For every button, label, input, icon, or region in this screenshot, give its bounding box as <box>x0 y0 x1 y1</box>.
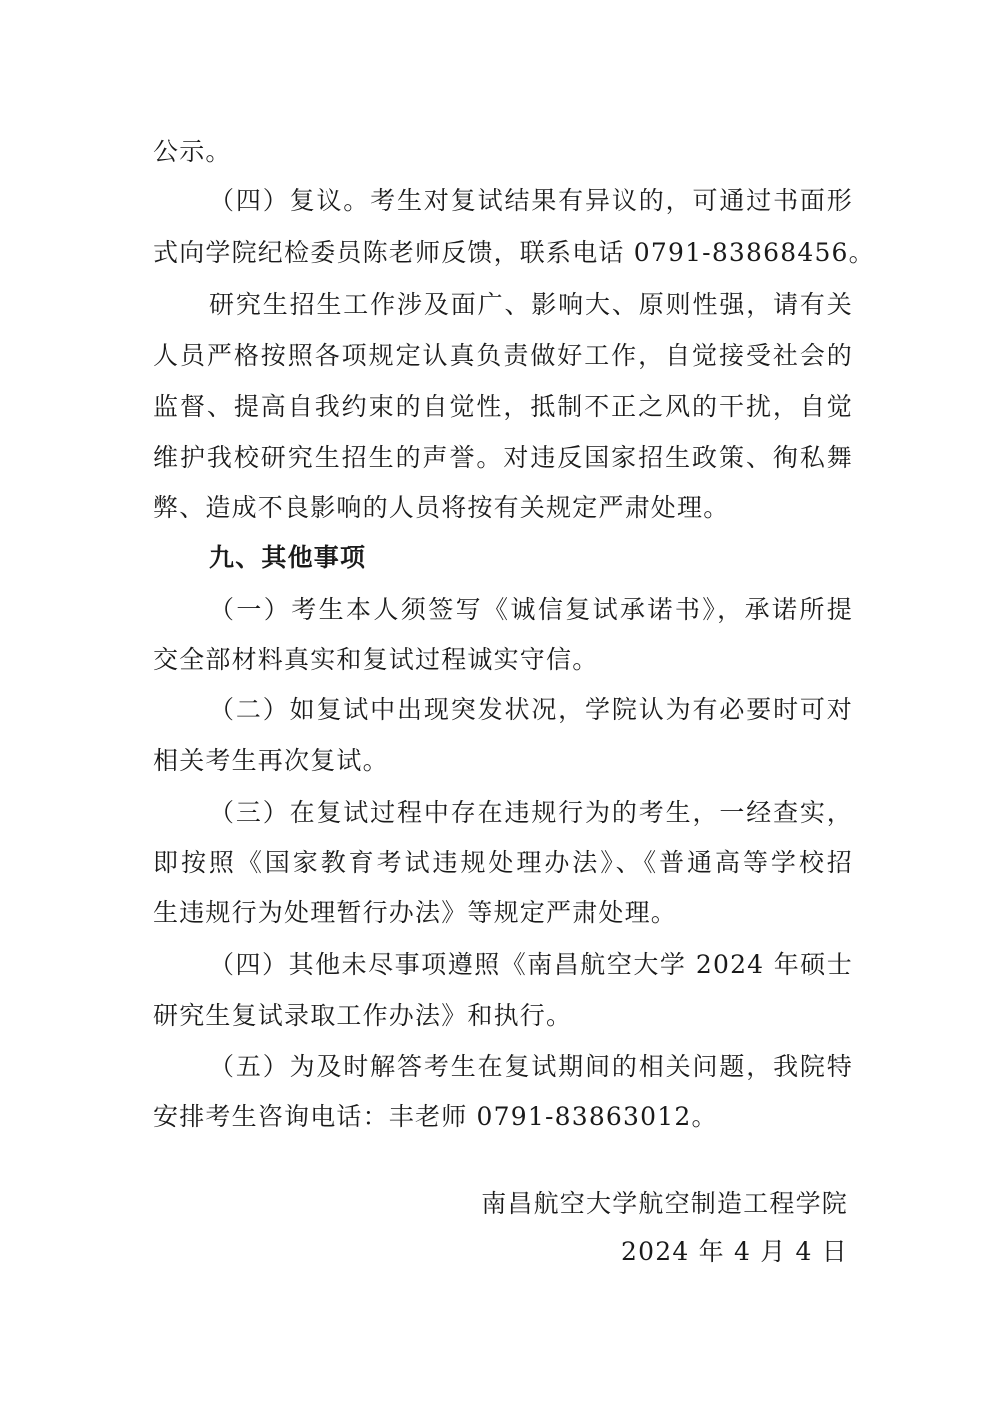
paragraph-line: （二）如复试中出现突发状况，学院认为有必要时可对 <box>209 695 853 724</box>
paragraph-line: 研究生招生工作涉及面广、影响大、原则性强，请有关 <box>209 290 853 319</box>
paragraph-line: 维护我校研究生招生的声誉。对违反国家招生政策、徇私舞 <box>153 443 853 472</box>
paragraph-line: 监督、提高自我约束的自觉性，抵制不正之风的干扰，自觉 <box>153 392 853 421</box>
paragraph-line: 弊、造成不良影响的人员将按有关规定严肃处理。 <box>153 493 730 522</box>
paragraph-line: 相关考生再次复试。 <box>153 746 389 775</box>
paragraph-line: 即按照《国家教育考试违规处理办法》、《普通高等学校招 <box>153 848 853 877</box>
paragraph-line: 人员严格按照各项规定认真负责做好工作，自觉接受社会的 <box>153 341 853 370</box>
paragraph-line: 研究生复试录取工作办法》和执行。 <box>153 1001 573 1030</box>
paragraph-line: 式向学院纪检委员陈老师反馈，联系电话 0791-83868456。 <box>153 238 875 267</box>
paragraph-line: （四）其他未尽事项遵照《南昌航空大学 2024 年硕士 <box>209 950 853 979</box>
paragraph-line: （三）在复试过程中存在违规行为的考生，一经查实， <box>209 798 853 827</box>
paragraph-line: （四）复议。考生对复试结果有异议的，可通过书面形 <box>209 186 853 215</box>
section-heading: 九、其他事项 <box>209 543 367 572</box>
paragraph-line: 生违规行为处理暂行办法》等规定严肃处理。 <box>153 898 678 927</box>
paragraph-line: 交全部材料真实和复试过程诚实守信。 <box>153 645 599 674</box>
paragraph-line: （五）为及时解答考生在复试期间的相关问题，我院特 <box>209 1052 853 1081</box>
paragraph-line: 公示。 <box>153 137 232 166</box>
signature-organization: 南昌航空大学航空制造工程学院 <box>481 1189 848 1218</box>
paragraph-line: 安排考生咨询电话：丰老师 0791-83863012。 <box>153 1102 718 1131</box>
paragraph-line: （一）考生本人须签写《诚信复试承诺书》，承诺所提 <box>209 595 853 624</box>
signature-date: 2024 年 4 月 4 日 <box>621 1237 848 1266</box>
